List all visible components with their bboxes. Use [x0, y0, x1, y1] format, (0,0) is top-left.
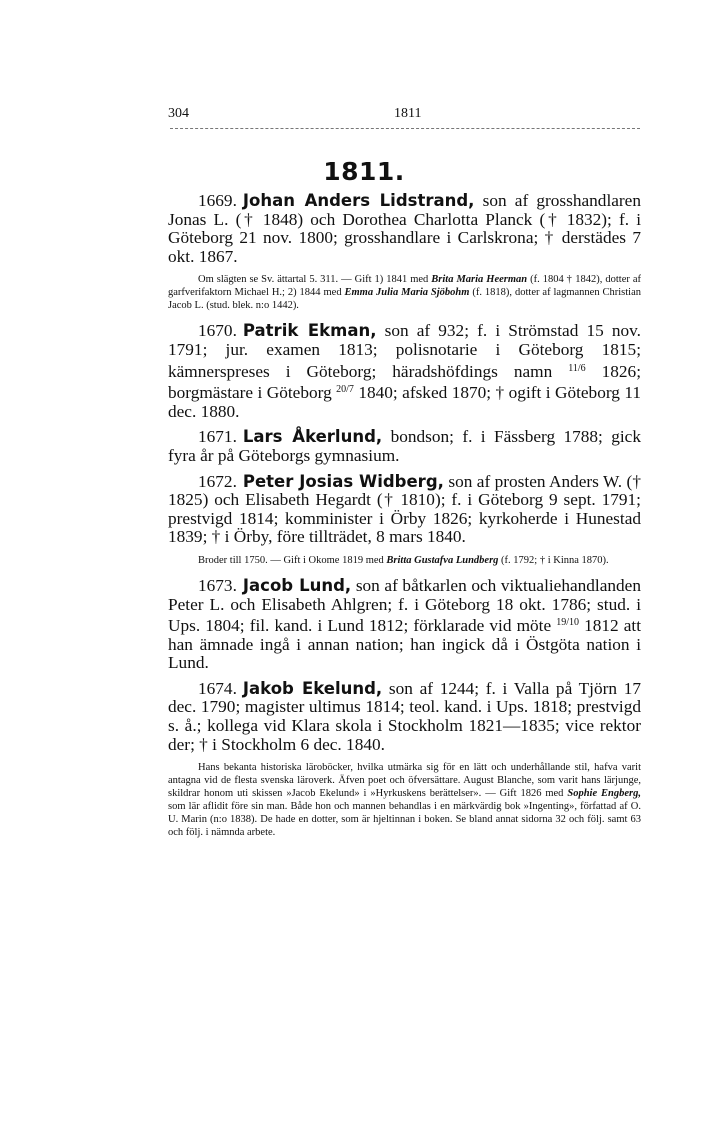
entry-name: Jacob Lund, — [242, 575, 352, 595]
date-fraction: 11/6 — [568, 362, 586, 374]
entry-text: 1812 att han ämnade ingå i annan nation; han ingick då i Östgöta nation i Lund. — [168, 616, 641, 673]
note-text: (f. 1792; † i Kinna 1870). — [498, 554, 609, 566]
note-1672 — [168, 554, 641, 567]
entry-text: 1840; afsked 1870; † ogift i Göteborg 11 dec. 1880. — [168, 383, 641, 421]
entry-number: 1669. — [198, 191, 237, 210]
note-person: Emma Julia Maria Sjöbohm — [344, 287, 470, 299]
entry-1672 — [168, 473, 641, 547]
entry-name: Lars Åkerlund, — [242, 427, 383, 447]
entry-text: son af grosshandlaren Jonas L. († 1848) och Dorothea Charlotta Planck († 1832); f. i Göteborg 21 nov. 1800; grosshandlare i Carlskrona; † derstädes 7 okt. 1867. — [168, 191, 641, 266]
header-rule — [170, 128, 640, 129]
note-text: (f. 1818), dotter af lagmannen Christian Jacob L. (stud. blek. n:o 1442). — [168, 287, 641, 312]
entry-text: 1826; borgmästare i Göteborg — [168, 361, 641, 403]
entry-number: 1673. — [198, 575, 237, 595]
note-person: Brita Maria Heerman — [431, 274, 528, 286]
note-text: Broder till 1750. — Gift i Okome 1819 med — [198, 554, 387, 566]
entry-1669 — [168, 192, 641, 266]
entry-1670 — [168, 322, 641, 421]
entry-1671 — [168, 428, 641, 465]
date-fraction: 20/7 — [336, 384, 354, 396]
note-person: Britta Gustafva Lundberg — [386, 554, 499, 566]
entry-1673 — [168, 577, 641, 673]
date-fraction: 19/10 — [556, 617, 579, 629]
entry-name: Johan Anders Lidstrand, — [242, 191, 475, 210]
note-text: som lär aflidit före sin man. Både hon och mannen behandlas i en märkvärdig bok »Ingenting», författad af O. U. Marin (n:o 1838). De hade en dotter, som är hjeltinnan i boken. Se bland annat sidorna 32 och följ. samt 63 och följ. i nämnda arbete. — [168, 801, 641, 839]
entry-number: 1674. — [198, 678, 237, 698]
entry-text: son af 1244; f. i Valla på Tjörn 17 dec. 1790; magister ultimus 1814; teol. kand. i Ups. 1818; prestvigd s. å.; kollega vid Klara skola i Stockholm 1821—1835; vice rektor der; † i Stockholm 6 dec. 1840. — [168, 678, 641, 754]
page-number: 304 — [168, 106, 189, 121]
entry-number: 1672. — [198, 471, 237, 491]
entry-1674 — [168, 680, 641, 754]
entry-text: son af 932; f. i Strömstad 15 nov. 1791; jur. examen 1813; polisnotarie i Göteborg 1815; kämnerspreses i Göteborg; häradshöfdings namn — [168, 321, 641, 381]
entry-number: 1671. — [198, 427, 237, 447]
entry-name: Jakob Ekelund, — [242, 678, 383, 698]
year-title: 1811. — [323, 157, 405, 186]
running-head: 1811 — [394, 106, 422, 121]
page-header — [168, 106, 638, 126]
entry-text: son af prosten Anders W. († 1825) och Elisabeth Hegardt († 1810); f. i Göteborg 9 sept. 1791; prestvigd 1814; komminister i Örby 1826; kyrkoherde i Hunestad 1839; † i Örby, före tillträdet, 8 mars 1840. — [168, 471, 642, 547]
main-content — [168, 192, 641, 849]
entry-number: 1670. — [198, 321, 237, 341]
note-text: Om slägten se Sv. ättartal 5. 311. — Gift 1) 1841 med — [198, 274, 432, 286]
note-text: (f. 1804 † 1842), dotter af garfverifaktorn Michael H.; 2) 1844 med — [168, 274, 641, 299]
note-text: Hans bekanta historiska läroböcker, hvilka utmärka sig för en lätt och underhållande stil, hafva varit antagna vid de flesta svenska läroverk. Äfven poet och öfversättare. August Blanche, som varit hans lärjunge, skildrar honom uti skissen »Jacob Ekelund» i »Hyrkuskens berättelser». — Gift 1826 med — [168, 762, 641, 800]
note-1669 — [168, 273, 641, 312]
entry-name: Patrik Ekman, — [242, 321, 377, 341]
note-1674 — [168, 761, 641, 839]
entry-name: Peter Josias Widberg, — [242, 471, 444, 491]
note-person: Sophie Engberg, — [567, 788, 641, 800]
entry-text: son af båtkarlen och viktualiehandlanden Peter L. och Elisabeth Ahlgren; f. i Göteborg 18 okt. 1786; stud. i Ups. 1804; fil. kand. i Lund 1812; förklarade vid möte — [168, 575, 641, 636]
entry-text: bondson; f. i Fässberg 1788; gick fyra år på Göteborgs gymnasium. — [168, 427, 641, 465]
